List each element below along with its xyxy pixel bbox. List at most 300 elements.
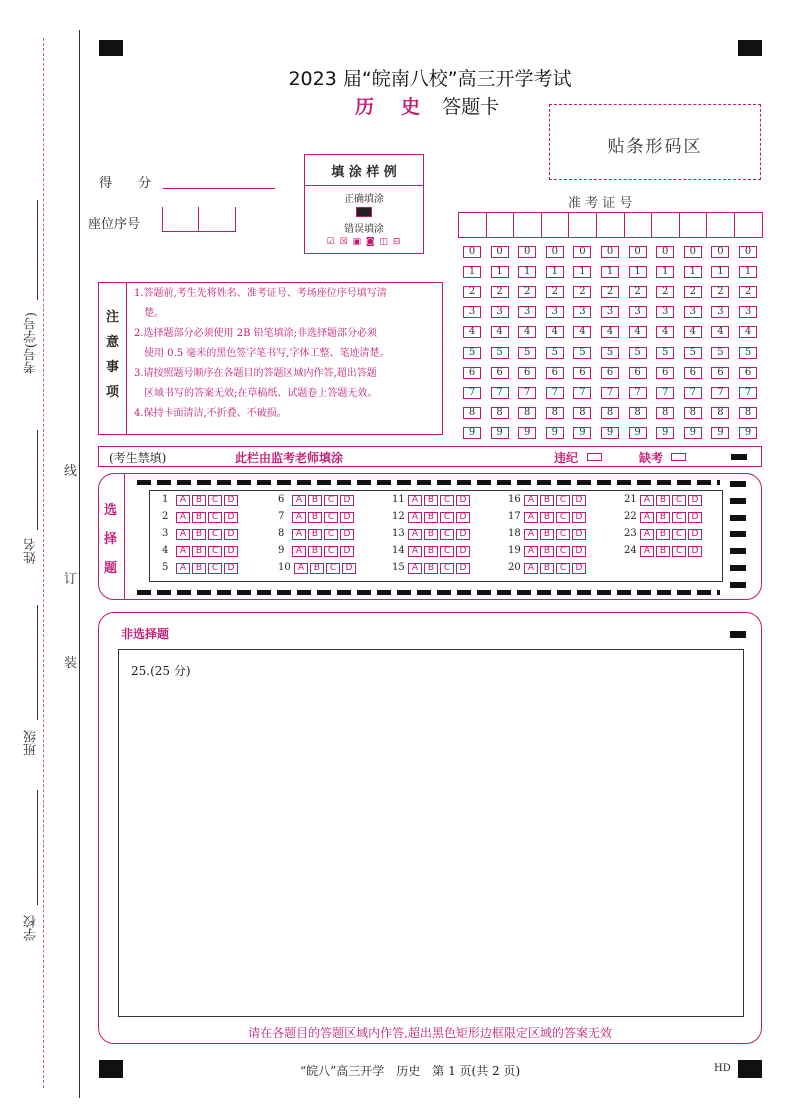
exam-id-bubble[interactable]: 4 [656,326,674,338]
exam-id-bubble[interactable]: 9 [573,427,591,439]
mc-option-bubble[interactable]: A [640,495,654,506]
exam-id-bubble[interactable]: 4 [518,326,536,338]
mc-option-bubble[interactable]: A [176,512,190,523]
notice-box [98,282,443,435]
exam-id-bubble[interactable]: 6 [629,367,647,379]
exam-id-bubble[interactable]: 8 [573,407,591,419]
exam-id-bubble[interactable]: 8 [739,407,757,419]
mc-option-bubble[interactable]: C [208,563,222,574]
exam-id-bubble[interactable]: 1 [629,266,647,278]
exam-id-bubble[interactable]: 5 [518,347,536,359]
exam-id-bubble[interactable]: 0 [656,246,674,258]
exam-id-bubble[interactable]: 1 [601,266,619,278]
exam-id-bubble[interactable]: 0 [546,246,564,258]
fill-example-title: 填 涂 样 例 [331,165,397,180]
mc-question-number: 24 [624,545,637,556]
exam-id-bubble[interactable]: 9 [546,427,564,439]
exam-id-bubble[interactable]: 8 [629,407,647,419]
q25-label: 25.(25 分) [131,664,191,678]
exam-id-bubble[interactable]: 2 [684,286,702,298]
exam-id-bubble[interactable]: 6 [711,367,729,379]
mc-question [162,528,240,540]
exam-id-bubble[interactable]: 1 [573,266,591,278]
mc-option-bubble[interactable]: C [440,495,454,506]
exam-id-bubble[interactable]: 9 [491,427,509,439]
mc-question-number: 8 [278,528,285,539]
exam-id-bubble[interactable]: 0 [573,246,591,258]
mc-option-bubble[interactable]: C [208,512,222,523]
mc-option-bubble[interactable]: C [326,563,340,574]
exam-id-bubble[interactable]: 0 [629,246,647,258]
mc-option-bubble[interactable]: D [572,529,586,540]
mc-option-bubble[interactable]: B [308,512,322,523]
exam-id-bubble[interactable]: 9 [518,427,536,439]
exam-id-bubble[interactable]: 6 [546,367,564,379]
exam-id-bubble[interactable]: 4 [601,326,619,338]
mc-option-bubble[interactable]: A [176,529,190,540]
mc-option-bubble[interactable]: B [424,546,438,557]
mc-option-bubble[interactable]: A [640,529,654,540]
timing-mark [730,515,746,521]
mc-question-number: 16 [508,494,521,505]
free-section [98,612,762,1044]
exam-id-bubble[interactable]: 0 [518,246,536,258]
mc-option-bubble[interactable]: D [456,563,470,574]
mc-option-bubble[interactable]: D [224,512,238,523]
score-label: 得 分 [99,176,152,191]
exam-id-bubble[interactable]: 4 [629,326,647,338]
mc-option-bubble[interactable]: D [224,563,238,574]
notice-line: 区域书写的答案无效;在草稿纸、试题卷上答题无效。 [134,388,378,399]
mc-option-bubble[interactable]: B [540,495,554,506]
exam-id-bubble[interactable]: 9 [601,427,619,439]
mc-option-bubble[interactable]: C [672,546,686,557]
mc-option-bubble[interactable]: A [524,546,538,557]
mc-option-bubble[interactable]: A [408,529,422,540]
free-mark [730,631,746,638]
exam-id-bubble[interactable]: 8 [684,407,702,419]
exam-id-bubble[interactable]: 3 [601,306,619,318]
answer-area-q25[interactable] [118,649,744,1017]
exam-id-bubble[interactable]: 5 [629,347,647,359]
exam-id-bubble[interactable]: 2 [739,286,757,298]
mc-option-bubble[interactable]: D [456,495,470,506]
mc-option-bubble[interactable]: B [424,495,438,506]
correct-fill-sample [356,207,372,217]
name-line [37,430,38,530]
mc-option-bubble[interactable]: A [524,529,538,540]
mc-question [392,494,472,506]
exam-id-bubble[interactable]: 2 [463,286,481,298]
exam-id-bubble[interactable]: 9 [463,427,481,439]
mc-option-bubble[interactable]: B [540,546,554,557]
exam-id-bubble[interactable]: 8 [518,407,536,419]
mc-question [508,494,588,506]
exam-id-bubble[interactable]: 1 [491,266,509,278]
exam-id-bubble[interactable]: 9 [711,427,729,439]
line-sample-icon: ⊟ [392,237,402,247]
exam-id-bubble[interactable]: 4 [491,326,509,338]
exam-id-bubble[interactable]: 3 [656,306,674,318]
mc-option-bubble[interactable]: C [208,546,222,557]
notice-line: 2.选择题部分必须使用 2B 铅笔填涂;非选择题部分必须 [134,328,377,339]
mc-option-bubble[interactable]: C [672,529,686,540]
mc-option-bubble[interactable]: A [292,495,306,506]
mc-option-bubble[interactable]: B [192,529,206,540]
mc-option-bubble[interactable]: A [408,563,422,574]
exam-id-bubble[interactable]: 7 [656,387,674,399]
mc-option-bubble[interactable]: D [340,495,354,506]
exam-id-write-box[interactable] [706,212,735,238]
class-line [37,605,38,720]
exam-id-bubble[interactable]: 1 [546,266,564,278]
fill-example-divider [305,185,423,186]
mc-question [278,562,358,574]
exam-id-bubble[interactable]: 3 [573,306,591,318]
exam-id-bubble[interactable]: 7 [546,387,564,399]
mc-option-bubble[interactable]: C [440,529,454,540]
free-warning: 请在各题目的答题区域内作答,超出黑色矩形边框限定区域的答案无效 [248,1026,612,1040]
exam-id-bubble[interactable]: 5 [601,347,619,359]
mc-question-number: 7 [278,511,285,522]
exam-id-bubble[interactable]: 8 [491,407,509,419]
mc-option-bubble[interactable]: D [688,529,702,540]
exam-id-bubble[interactable]: 7 [684,387,702,399]
mc-option-bubble[interactable]: B [192,546,206,557]
mc-option-bubble[interactable]: C [440,546,454,557]
mc-question [508,528,588,540]
mc-option-bubble[interactable]: D [688,512,702,523]
exam-id-write-box[interactable] [651,212,680,238]
mc-option-bubble[interactable]: C [556,529,570,540]
mc-option-bubble[interactable]: B [308,546,322,557]
exam-id-bubble[interactable]: 4 [546,326,564,338]
mc-option-bubble[interactable]: A [524,512,538,523]
mc-question [392,545,472,557]
notice-label-char: 事 [106,360,120,375]
exam-id-bubble[interactable]: 2 [546,286,564,298]
mc-option-bubble[interactable]: A [408,512,422,523]
school-line [37,790,38,905]
exam-id-bubble[interactable]: 3 [629,306,647,318]
mc-option-bubble[interactable]: C [672,495,686,506]
exam-id-bubble[interactable]: 0 [601,246,619,258]
subject-name: 历 史 [355,96,425,118]
mc-question-number: 9 [278,545,285,556]
exam-id-bubble[interactable]: 7 [518,387,536,399]
half-sample-icon: ◫ [379,237,389,247]
barcode-area [549,104,761,180]
notice-label [106,305,119,405]
exam-id-bubble[interactable]: 6 [656,367,674,379]
mc-option-bubble[interactable]: D [340,529,354,540]
mc-option-bubble[interactable]: C [324,529,338,540]
mc-option-bubble[interactable]: D [224,495,238,506]
exam-id-write-box[interactable] [734,212,763,238]
mc-option-bubble[interactable]: B [656,546,670,557]
absent-box[interactable] [671,453,686,461]
mc-question-number: 6 [278,494,285,505]
timing-mark [730,481,746,487]
mc-option-bubble[interactable]: B [192,563,206,574]
mc-option-bubble[interactable]: C [556,495,570,506]
mc-option-bubble[interactable]: B [424,529,438,540]
exam-id-bubble[interactable]: 0 [491,246,509,258]
exam-id-bubble[interactable]: 2 [629,286,647,298]
mc-option-bubble[interactable]: D [224,529,238,540]
exam-no-line [37,200,38,300]
mc-option-bubble[interactable]: D [342,563,356,574]
mc-option-bubble[interactable]: D [572,495,586,506]
exam-id-bubble[interactable]: 1 [463,266,481,278]
mc-option-bubble[interactable]: C [556,512,570,523]
exam-id-bubble[interactable]: 7 [711,387,729,399]
exam-id-bubble[interactable]: 3 [711,306,729,318]
mc-option-bubble[interactable]: C [440,563,454,574]
exam-id-bubble[interactable]: 1 [739,266,757,278]
mc-question [278,494,356,506]
mc-label [104,496,117,583]
mc-question-number: 12 [392,511,405,522]
exam-id-bubble[interactable]: 5 [546,347,564,359]
score-field[interactable] [163,188,275,189]
mc-option-bubble[interactable]: A [176,495,190,506]
mc-question [278,528,356,540]
mc-question [162,545,240,557]
exam-id-write-box[interactable] [541,212,570,238]
circle-sample-icon: ▣ [352,237,362,247]
exam-id-bubble[interactable]: 0 [711,246,729,258]
exam-id-bubble[interactable]: 4 [711,326,729,338]
exam-id-bubble[interactable]: 8 [601,407,619,419]
mc-option-bubble[interactable]: B [656,512,670,523]
mc-option-bubble[interactable]: B [540,529,554,540]
mc-question-number: 11 [392,494,405,505]
timing-mark [730,565,746,571]
exam-id-bubble[interactable]: 4 [739,326,757,338]
exam-id-write-box[interactable] [568,212,597,238]
footer-code: HD [714,1063,731,1074]
mc-option-bubble[interactable]: A [640,546,654,557]
mc-option-bubble[interactable]: A [176,563,190,574]
exam-id-bubble[interactable]: 5 [739,347,757,359]
exam-id-bubble[interactable]: 0 [463,246,481,258]
exam-id-bubble[interactable]: 5 [463,347,481,359]
mc-option-bubble[interactable]: D [688,546,702,557]
exam-id-bubble[interactable]: 5 [491,347,509,359]
mc-option-bubble[interactable]: C [324,495,338,506]
mc-option-bubble[interactable]: C [208,495,222,506]
mc-option-bubble[interactable]: D [340,546,354,557]
exam-id-bubble[interactable]: 5 [684,347,702,359]
mc-label-char: 择 [104,532,118,547]
mc-option-bubble[interactable]: A [176,546,190,557]
mc-question-number: 2 [162,511,169,522]
mc-option-bubble[interactable]: A [408,546,422,557]
exam-id-bubble[interactable]: 6 [739,367,757,379]
exam-id-bubble[interactable]: 9 [684,427,702,439]
exam-id-bubble[interactable]: 4 [684,326,702,338]
exam-id-bubble[interactable]: 3 [518,306,536,318]
exam-id-bubble[interactable]: 2 [656,286,674,298]
mc-option-bubble[interactable]: B [656,529,670,540]
subject-title [355,92,499,119]
mc-option-bubble[interactable]: B [192,495,206,506]
mc-option-bubble[interactable]: B [310,563,324,574]
mc-divider [124,474,125,599]
mc-option-bubble[interactable]: A [408,495,422,506]
binding-dash-line [43,38,44,1088]
mc-option-bubble[interactable]: A [640,512,654,523]
exam-id-bubble[interactable]: 6 [573,367,591,379]
exam-id-bubble[interactable]: 6 [463,367,481,379]
exam-id-write-box[interactable] [513,212,542,238]
mc-question-number: 3 [162,528,169,539]
timing-mark [730,582,746,588]
mc-option-bubble[interactable]: B [308,529,322,540]
exam-id-bubble[interactable]: 7 [491,387,509,399]
violation-label: 违纪 [554,451,579,465]
mc-option-bubble[interactable]: A [294,563,308,574]
exam-id-bubble[interactable]: 7 [629,387,647,399]
mc-option-bubble[interactable]: C [556,563,570,574]
mc-question-number: 15 [392,562,405,573]
mc-option-bubble[interactable]: B [308,495,322,506]
exam-id-bubble[interactable]: 2 [518,286,536,298]
mc-option-bubble[interactable]: C [556,546,570,557]
exam-id-bubble[interactable]: 6 [518,367,536,379]
mc-option-bubble[interactable]: B [540,563,554,574]
exam-id-bubble[interactable]: 1 [518,266,536,278]
notice-line: 使用 0.5 毫米的黑色签字笔书写,字体工整、笔迹清楚。 [134,348,390,359]
mc-option-bubble[interactable]: D [456,529,470,540]
mc-question [624,511,704,523]
mc-option-bubble[interactable]: C [440,512,454,523]
mc-option-bubble[interactable]: C [208,529,222,540]
exam-id-bubble[interactable]: 8 [546,407,564,419]
exam-id-bubble[interactable]: 5 [573,347,591,359]
exam-id-label: 准 考 证 号 [568,196,633,211]
exam-id-bubble[interactable]: 9 [629,427,647,439]
mc-option-bubble[interactable]: A [524,495,538,506]
notice-text [134,284,389,424]
mc-option-bubble[interactable]: B [656,495,670,506]
mc-option-bubble[interactable]: A [292,546,306,557]
wrong-fill-label: 错误填涂 [344,224,384,235]
mc-question [278,545,356,557]
timing-mark [730,498,746,504]
mc-question-number: 17 [508,511,521,522]
exam-id-bubble[interactable]: 7 [573,387,591,399]
exam-id-write-box[interactable] [458,212,487,238]
mc-question [508,562,588,574]
exam-id-bubble[interactable]: 2 [711,286,729,298]
timing-marks-bottom [137,590,720,595]
mc-question [624,528,704,540]
mc-option-bubble[interactable]: D [456,546,470,557]
exam-id-bubble[interactable]: 3 [546,306,564,318]
exam-id-bubble[interactable]: 4 [573,326,591,338]
page-title: 2023 届“皖南八校”高三开学考试 [288,68,572,90]
mc-option-bubble[interactable]: B [192,512,206,523]
exam-id-bubble[interactable]: 0 [739,246,757,258]
exam-id-bubble[interactable]: 7 [601,387,619,399]
exam-id-bubble[interactable]: 2 [601,286,619,298]
mc-option-bubble[interactable]: D [572,512,586,523]
mc-option-bubble[interactable]: A [292,512,306,523]
cross-sample-icon: ☒ [339,237,349,247]
footer-text: “皖八”高三开学 历史 第 1 页(共 2 页) [300,1064,521,1078]
exam-id-bubble[interactable]: 7 [463,387,481,399]
mc-option-bubble[interactable]: C [324,512,338,523]
exam-id-bubble[interactable]: 5 [656,347,674,359]
exam-id-bubble[interactable]: 2 [573,286,591,298]
exam-id-bubble[interactable]: 9 [739,427,757,439]
exam-id-write-box[interactable] [624,212,653,238]
mc-question [624,494,704,506]
exam-id-bubble[interactable]: 3 [463,306,481,318]
notice-label-char: 注 [106,310,120,325]
mc-option-bubble[interactable]: B [424,563,438,574]
wrong-fill-samples [305,237,423,247]
exam-id-bubble[interactable]: 3 [684,306,702,318]
exam-id-bubble[interactable]: 1 [711,266,729,278]
mc-option-bubble[interactable]: B [540,512,554,523]
mc-option-bubble[interactable]: A [524,563,538,574]
mc-option-bubble[interactable]: B [424,512,438,523]
mc-option-bubble[interactable]: D [572,563,586,574]
timing-mark [730,548,746,554]
mc-option-bubble[interactable]: C [672,512,686,523]
exam-id-bubble[interactable]: 0 [684,246,702,258]
exam-id-write-box[interactable] [486,212,515,238]
exam-id-write-box[interactable] [596,212,625,238]
exam-id-bubble[interactable]: 6 [684,367,702,379]
exam-id-bubble[interactable]: 5 [711,347,729,359]
exam-id-bubble[interactable]: 7 [739,387,757,399]
mc-option-bubble[interactable]: D [688,495,702,506]
exam-id-bubble[interactable]: 6 [491,367,509,379]
exam-id-bubble[interactable]: 3 [739,306,757,318]
bind-char-xian: 线 [64,464,78,479]
mc-question [162,511,240,523]
mc-option-bubble[interactable]: D [572,546,586,557]
exam-id-bubble[interactable]: 8 [656,407,674,419]
mc-option-bubble[interactable]: C [324,546,338,557]
exam-id-bubble[interactable]: 4 [463,326,481,338]
notice-line: 1.答题前,考生先将姓名、准考证号、考场座位序号填写清 [134,288,387,299]
seat-box[interactable] [162,207,236,232]
exam-id-bubble[interactable]: 9 [656,427,674,439]
mc-option-bubble[interactable]: D [456,512,470,523]
exam-id-write-box[interactable] [679,212,708,238]
exam-id-bubble[interactable]: 2 [491,286,509,298]
mc-option-bubble[interactable]: D [224,546,238,557]
exam-id-bubble[interactable]: 8 [463,407,481,419]
exam-id-bubble[interactable]: 8 [711,407,729,419]
barcode-label: 贴条形码区 [607,137,703,157]
violation-box[interactable] [587,453,602,461]
exam-id-bubble[interactable]: 3 [491,306,509,318]
proctor-mark [731,454,747,460]
mc-label-char: 选 [104,503,118,518]
mc-question [508,545,588,557]
exam-id-bubble[interactable]: 1 [684,266,702,278]
mc-option-bubble[interactable]: A [292,529,306,540]
mc-option-bubble[interactable]: D [340,512,354,523]
exam-id-bubble[interactable]: 1 [656,266,674,278]
exam-id-bubble[interactable]: 6 [601,367,619,379]
